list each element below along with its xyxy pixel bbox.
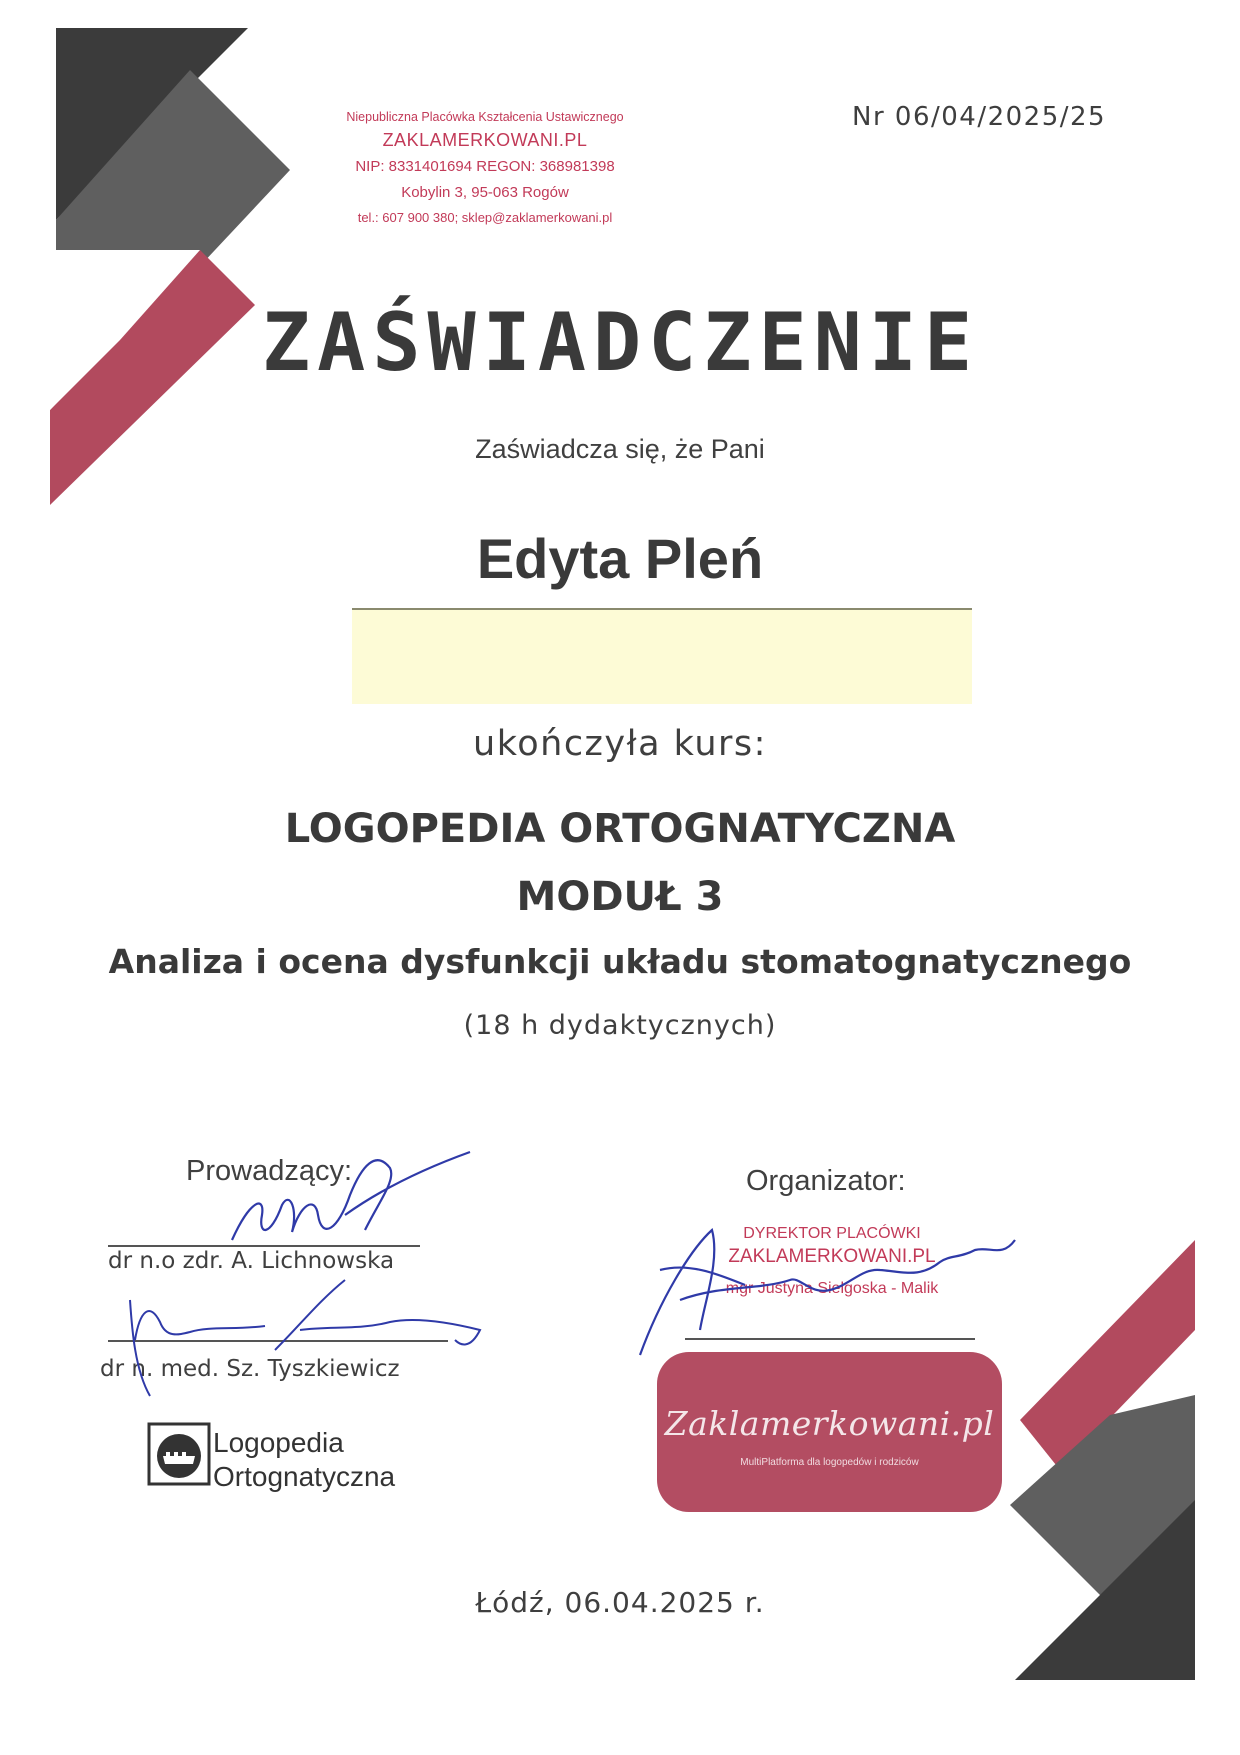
- stamp-line-5: tel.: 607 900 380; sklep@zaklamerkowani.pl: [357, 210, 613, 225]
- badge-script: Zaklamerkowani.pl: [664, 1404, 995, 1443]
- course-module: MODUŁ 3: [516, 874, 724, 920]
- logopedia-logo-text: [213, 1426, 395, 1494]
- badge-tagline: MultiPlatforma dla logopedów i rodziców: [740, 1457, 919, 1468]
- certificate-title: ZAŚWIADCZENIE: [262, 296, 980, 389]
- course-subtitle: Analiza i ocena dysfunkcji układu stomatognatycznego: [108, 942, 1132, 981]
- course-title: LOGOPEDIA ORTOGNATYCZNA: [284, 806, 956, 852]
- logo-line-2: Ortognatyczna: [213, 1461, 396, 1492]
- recipient-name: Edyta Pleń: [476, 527, 764, 590]
- director-title: DYREKTOR PLACÓWKI: [743, 1225, 921, 1242]
- lecturers-label: Prowadzący:: [186, 1155, 353, 1187]
- signature-tyszkiewicz: [130, 1280, 480, 1396]
- director-institution: ZAKLAMERKOWANI.PL: [728, 1246, 936, 1267]
- organizer-label: Organizator:: [746, 1165, 906, 1197]
- course-hours: (18 h dydaktycznych): [463, 1010, 777, 1041]
- stamp-line-1: Niepubliczna Placówka Kształcenia Ustawicznego: [346, 110, 624, 124]
- intro-text: Zaświadcza się, że Pani: [475, 434, 765, 464]
- lecturer-1-name: dr n.o zdr. A. Lichnowska: [108, 1248, 395, 1274]
- logopedia-logo-icon: [147, 1422, 211, 1486]
- lecturer-2-name: dr n. med. Sz. Tyszkiewicz: [100, 1356, 400, 1382]
- completed-text: ukończyła kurs:: [473, 724, 767, 764]
- issue-date: Łódź, 06.04.2025 r.: [475, 1586, 765, 1619]
- stamp-line-3: NIP: 8331401694 REGON: 368981398: [355, 158, 615, 175]
- zaklamerkowani-badge: [657, 1352, 1002, 1512]
- signature-lichnowska: [232, 1152, 470, 1240]
- director-name: mgr Justyna Sielgoska - Malik: [725, 1280, 939, 1297]
- certificate-number: Nr 06/04/2025/25: [852, 102, 1107, 132]
- stamp-line-4: Kobylin 3, 95-063 Rogów: [401, 184, 569, 201]
- signature-sielgoska-malik: [640, 1230, 1015, 1355]
- logo-line-1: Logopedia: [213, 1427, 344, 1458]
- stamp-line-2: ZAKLAMERKOWANI.PL: [382, 130, 588, 150]
